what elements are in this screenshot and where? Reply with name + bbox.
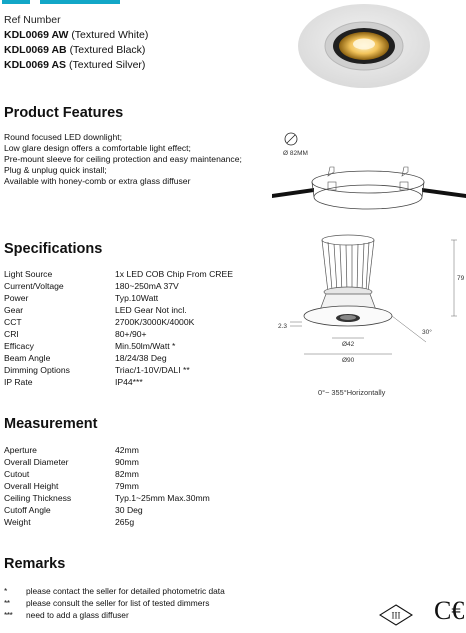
measure-label: Overall Diameter (4, 457, 69, 467)
height-label: 79 (457, 275, 465, 282)
measure-label: Aperture (4, 445, 37, 455)
feature-item: Low glare design offers a comfortable light effect; (4, 143, 191, 153)
spec-label: CCT (4, 317, 22, 327)
class-iii-label: III (391, 610, 401, 621)
measure-value: 90mm (115, 457, 139, 467)
variant-code: KDL0069 AS (4, 59, 67, 71)
feature-item: Plug & unplug quick install; (4, 165, 107, 175)
spec-value: Min.50lm/Watt * (115, 341, 176, 351)
spec-label: IP Rate (4, 377, 33, 387)
spec-value: 180~250mA 37V (115, 281, 179, 291)
features-heading: Product Features (4, 105, 124, 121)
angle-label: 30° (422, 329, 432, 336)
variant-line (4, 59, 145, 71)
measure-label: Weight (4, 517, 31, 527)
remark-text: please consult the seller for list of tested dimmers (26, 598, 210, 608)
variant-finish: (Textured Silver) (68, 59, 146, 71)
measure-label: Overall Height (4, 481, 59, 491)
feature-item: Pre-mount sleeve for ceiling protection and easy maintenance; (4, 154, 242, 164)
measure-label: Ceiling Thickness (4, 493, 72, 503)
measure-value: 265g (115, 517, 135, 527)
measure-value: 42mm (115, 445, 139, 455)
features-list (4, 132, 242, 187)
measure-label: Cutoff Angle (4, 505, 51, 515)
measure-value: 82mm (115, 469, 139, 479)
variant-line (4, 44, 145, 56)
remark-mark: *** (4, 610, 13, 620)
ref-number-label: Ref Number (4, 14, 61, 26)
feature-item: Available with honey-comb or extra glass diffuser (4, 176, 191, 186)
thickness-label: 2.3 (278, 323, 288, 330)
spec-label: Gear (4, 305, 24, 315)
class-iii-icon (379, 604, 413, 626)
specifications-heading: Specifications (4, 241, 103, 257)
cutout-label: Ø 82MM (283, 150, 308, 157)
logo-gap (30, 0, 40, 4)
spec-value: LED Gear Not incl. (115, 305, 187, 315)
diameter-label: Ø90 (342, 357, 355, 364)
product-photo (284, 0, 442, 100)
spec-label: CRI (4, 329, 19, 339)
side-dimension-diagram (276, 230, 466, 398)
spec-value: 80+/90+ (115, 329, 147, 339)
spec-label: Efficacy (4, 341, 34, 351)
spec-value: IP44*** (115, 377, 143, 387)
spec-value: Triac/1-10V/DALI ** (115, 365, 190, 375)
remark-text: need to add a glass diffuser (26, 610, 129, 620)
remark-text: please contact the seller for detailed photometric data (26, 586, 225, 596)
remark-mark: ** (4, 598, 10, 608)
variant-finish: (Textured Black) (69, 44, 146, 56)
variant-code: KDL0069 AB (4, 44, 67, 56)
cutout-icon (285, 133, 297, 145)
measure-value: 79mm (115, 481, 139, 491)
spec-value: 18/24/38 Deg (115, 353, 167, 363)
measure-value: Typ.1~25mm Max.30mm (115, 493, 210, 503)
ce-mark-icon: C€ (434, 596, 465, 625)
variant-line (4, 29, 148, 41)
measurement-heading: Measurement (4, 416, 98, 432)
spec-label: Beam Angle (4, 353, 51, 363)
cutout-diagram (270, 126, 466, 220)
remark-mark: * (4, 586, 7, 596)
variant-finish: (Textured White) (71, 29, 149, 41)
variant-code: KDL0069 AW (4, 29, 69, 41)
spec-label: Power (4, 293, 29, 303)
measure-value: 30 Deg (115, 505, 143, 515)
spec-label: Current/Voltage (4, 281, 64, 291)
spec-label: Light Source (4, 269, 53, 279)
spec-value: 2700K/3000K/4000K (115, 317, 195, 327)
rotation-label: 0°~ 355°Horizontally (318, 388, 386, 397)
remarks-heading: Remarks (4, 556, 66, 572)
spec-value: Typ.10Watt (115, 293, 159, 303)
feature-item: Round focused LED downlight; (4, 132, 123, 142)
measure-label: Cutout (4, 469, 30, 479)
spec-value: 1x LED COB Chip From CREE (115, 269, 233, 279)
spec-label: Dimming Options (4, 365, 70, 375)
aperture-label: Ø42 (342, 341, 355, 348)
logo-strip (2, 0, 120, 4)
